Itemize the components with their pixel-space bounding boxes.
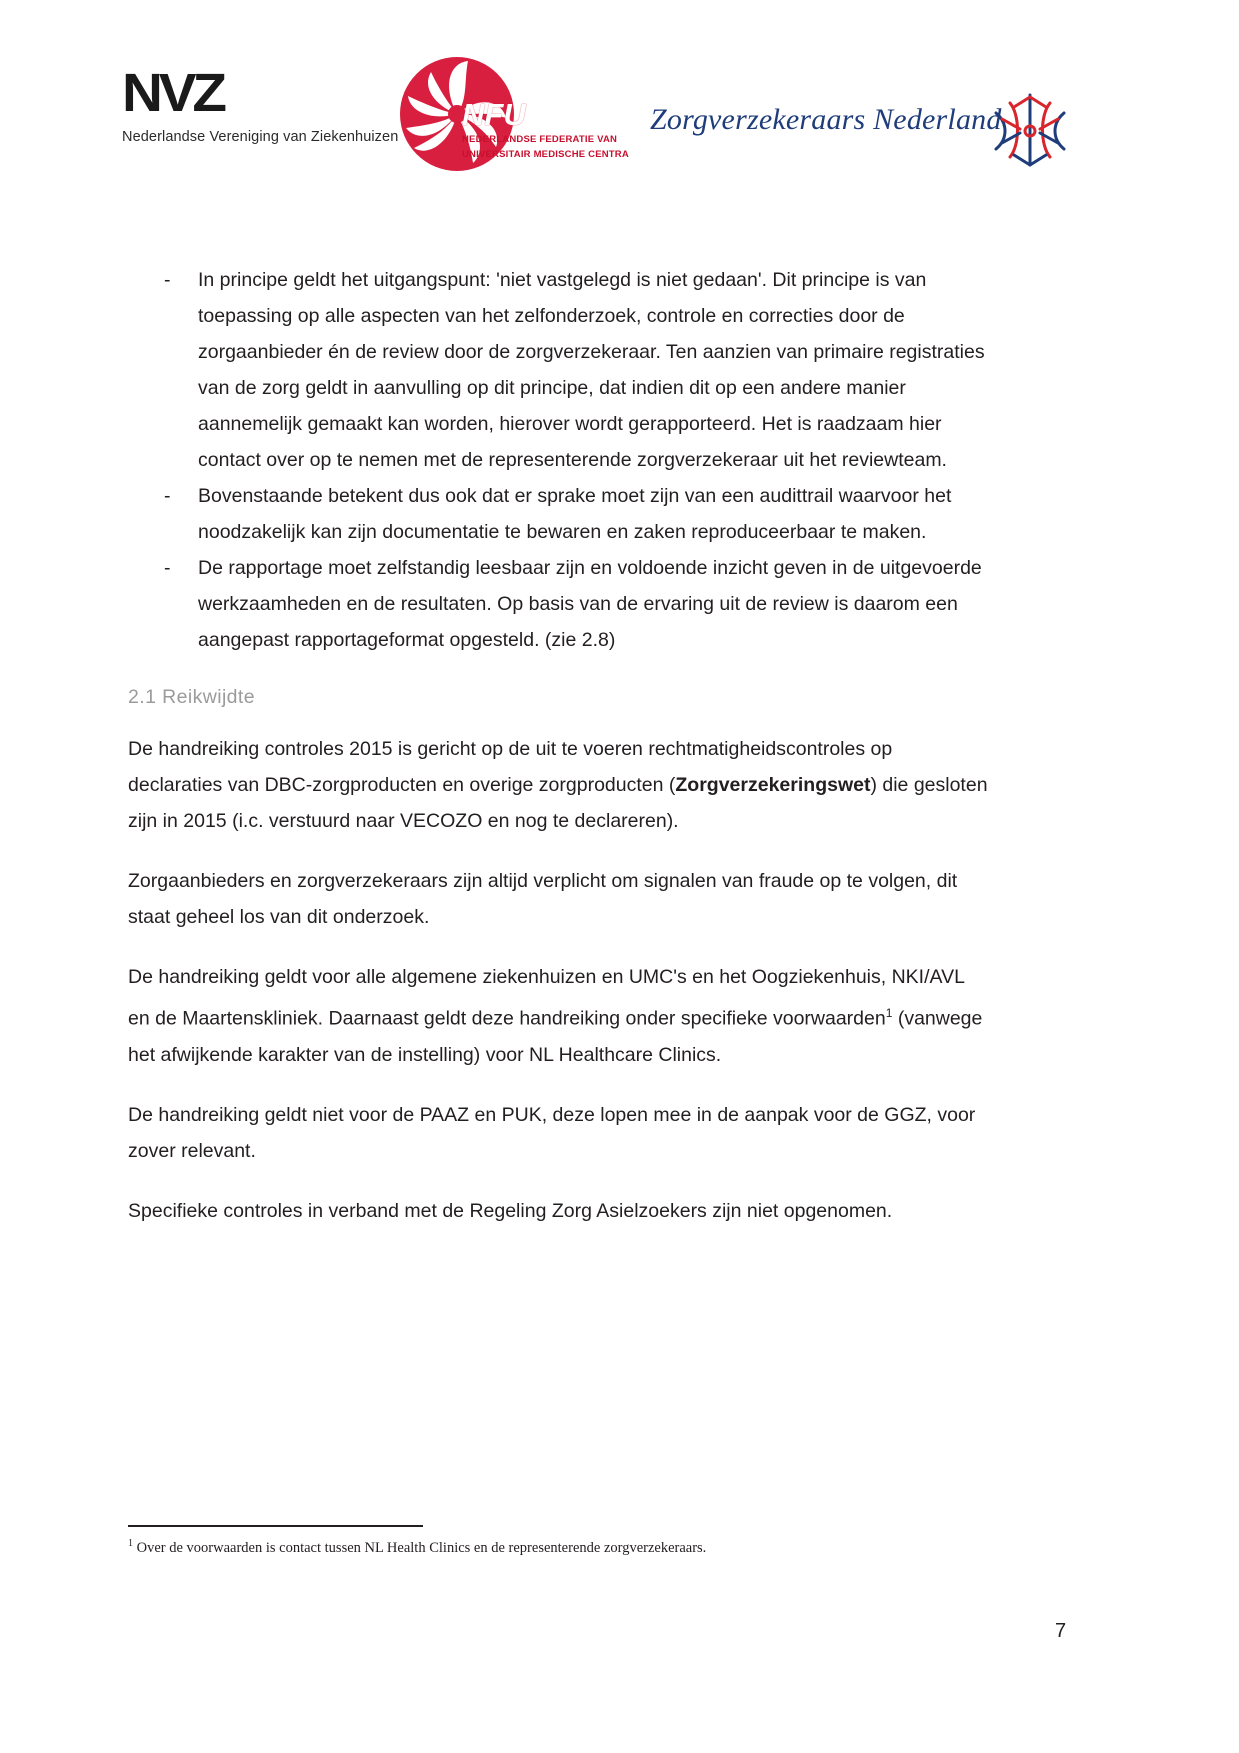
list-item <box>128 550 988 658</box>
paragraph-text-part: De handreiking controles 2015 is gericht op de uit te voeren rechtmatigheidscontroles op declaraties van DBC-zorgproducten en overige zorgproducten ( <box>128 738 893 796</box>
nvz-subtitle: Nederlandse Vereniging van Ziekenhuizen <box>122 129 399 145</box>
nvz-logo <box>122 65 422 145</box>
zn-emblem-icon <box>980 85 1080 175</box>
bullet-marker: - <box>164 485 171 507</box>
section-heading: 2.1 Reikwijdte <box>128 686 255 708</box>
paragraph-text-part: (vanwege het afwijkende karakter van de instelling) voor NL Healthcare Clinics. <box>128 1007 983 1066</box>
paragraph-asielzoekers: Specifieke controles in verband met de Regeling Zorg Asielzoekers zijn niet opgenomen. <box>128 1199 893 1222</box>
bullet-marker: - <box>164 269 171 291</box>
paragraph-fraud-signals: Zorgaanbieders en zorgverzekeraars zijn altijd verplicht om signalen van fraude op te volgen, dit staat geheel los van dit onderzoek. <box>128 870 958 928</box>
zorgverzekeraars-nederland-logo <box>650 85 1130 175</box>
document-body <box>128 262 988 1253</box>
paragraph-scope-1 <box>128 731 988 839</box>
bullet-list <box>128 262 988 658</box>
footnote-marker: 1 <box>128 1538 133 1549</box>
nfu-text-block <box>462 99 662 160</box>
list-item-text: In principe geldt het uitgangspunt: 'niet vastgelegd is niet gedaan'. Dit principe is van toepassing op alle aspecten van het zelfonderzoek, controle en correcties door de zorgaanbieder én de review door de zorgverzekeraar. Ten aanzien van primaire registraties van de zorg geldt in aanvulling op dit principe, dat indien dit op een andere manier aannemelijk gemaakt kan worden, hierover wordt gerapporteerd. Het is raadzaam hier contact over op te nemen met de representerende zorgverzekeraar uit het reviewteam. <box>198 269 985 471</box>
paragraph-text-part: ) die gesloten zijn in 2015 (i.c. verstuurd naar VECOZO en nog te declareren). <box>128 774 988 832</box>
footnote-reference: 1 <box>885 1006 893 1020</box>
list-item <box>128 478 988 550</box>
paragraph-applicability <box>128 959 988 1073</box>
nfu-name: NFU <box>462 97 526 132</box>
list-item-text: De rapportage moet zelfstandig leesbaar zijn en voldoende inzicht geven in de uitgevoerde werkzaamheden en de resultaten. Op basis van de ervaring uit de review is daarom een aangepast rapportageformat opgesteld. (zie 2.8) <box>198 557 982 651</box>
paragraph-paaz-puk: De handreiking geldt niet voor de PAAZ en PUK, deze lopen mee in de aanpak voor de GGZ, voor zover relevant. <box>128 1103 976 1162</box>
zn-wordmark: Zorgverzekeraars Nederland <box>650 103 1002 136</box>
footnote <box>128 1538 988 1557</box>
emphasis-zorgverzekeringswet: Zorgverzekeringswet <box>675 774 871 796</box>
paragraph-text-part: De handreiking geldt voor alle algemene ziekenhuizen en UMC's en het Oogziekenhuis, NKI/AVL en de Maartenskliniek. Daarnaast geldt deze handreiking onder specifieke voorwaarden <box>128 966 965 1030</box>
bullet-marker: - <box>164 557 171 579</box>
nfu-logo <box>398 55 658 170</box>
nfu-tagline-line2: UNIVERSITAIR MEDISCHE CENTRA <box>462 148 629 160</box>
document-header <box>0 55 1239 175</box>
nfu-tagline-line1: NEDERLANDSE FEDERATIE VAN <box>462 134 618 145</box>
nvz-wordmark: NVZ <box>122 63 223 123</box>
page-number: 7 <box>1055 1620 1067 1642</box>
list-item <box>128 262 988 478</box>
footnote-text: Over de voorwaarden is contact tussen NL Health Clinics en de representerende zorgverzekeraars. <box>133 1539 707 1556</box>
list-item-text: Bovenstaande betekent dus ook dat er sprake moet zijn van een audittrail waarvoor het noodzakelijk kan zijn documentatie te bewaren en zaken reproduceerbaar te maken. <box>198 485 952 543</box>
footnote-divider <box>128 1525 423 1527</box>
